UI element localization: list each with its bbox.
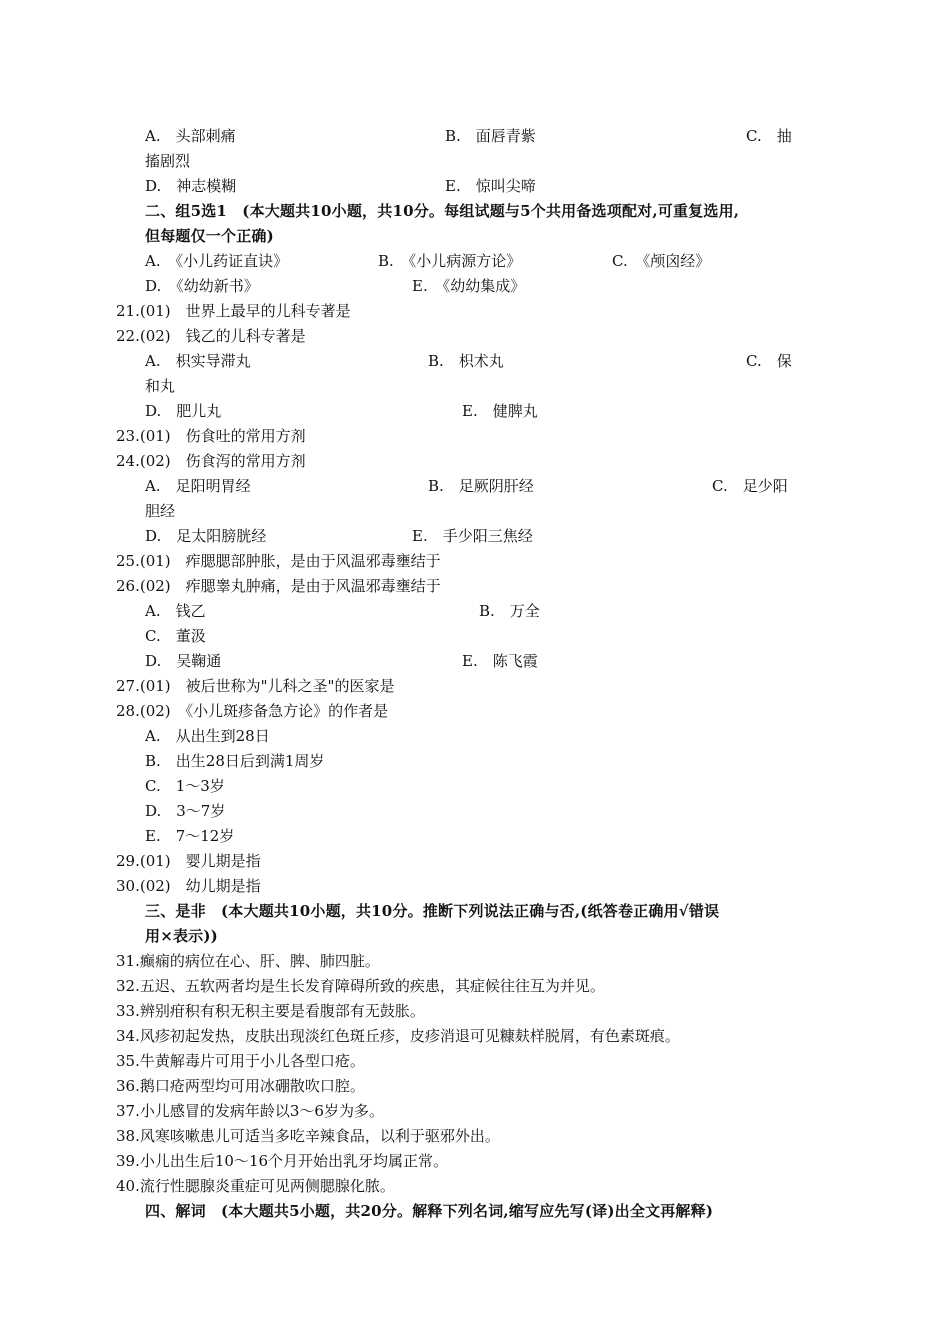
- line-text: 34.风疹初起发热，皮肤出现淡红色斑丘疹，皮疹消退可见糠麸样脱屑，有色素斑痕。: [116, 1027, 680, 1045]
- line-text: C. 抽: [746, 127, 792, 145]
- text-line: [0, 249, 950, 274]
- text-line: [0, 424, 950, 449]
- text-line: [0, 149, 950, 174]
- line-text: 30.(02) 幼儿期是指: [116, 877, 261, 895]
- line-text: 和丸: [145, 377, 176, 395]
- line-text: 搐剧烈: [145, 152, 191, 170]
- text-line: [0, 774, 950, 799]
- text-line: [0, 999, 950, 1024]
- section-heading: [0, 199, 950, 224]
- section-heading: [0, 899, 950, 924]
- line-text: 36.鹅口疮两型均可用冰硼散吹口腔。: [116, 1077, 365, 1095]
- line-text: A. 枳实导滞丸: [145, 352, 251, 370]
- line-text: 二、组5选1 (本大题共10小题，共10分。每组试题与5个共用备选项配对,可重复选用,: [145, 202, 740, 220]
- text-line: [0, 124, 950, 149]
- line-text: E. 7～12岁: [145, 827, 235, 845]
- text-line: [0, 399, 950, 424]
- text-line: [0, 299, 950, 324]
- text-line: [0, 574, 950, 599]
- line-text: 但每题仅一个正确): [145, 227, 274, 245]
- line-text: 40.流行性腮腺炎重症可见两侧腮腺化脓。: [116, 1177, 395, 1195]
- line-text: 四、解词 (本大题共5小题，共20分。解释下列名词,缩写应先写(译)出全文再解释): [145, 1202, 714, 1220]
- line-text: A. 钱乙: [145, 602, 206, 620]
- line-text: E. 陈飞霞: [462, 652, 538, 670]
- line-text: 25.(01) 痄腮腮部肿胀，是由于风温邪毒壅结于: [116, 552, 441, 570]
- line-text: 32.五迟、五软两者均是生长发育障碍所致的疾患，其症候往往互为并见。: [116, 977, 605, 995]
- line-text: B. 枳术丸: [428, 352, 504, 370]
- line-text: D. 吴鞠通: [145, 652, 222, 670]
- text-line: [0, 524, 950, 549]
- text-line: [0, 174, 950, 199]
- line-text: 39.小儿出生后10～16个月开始出乳牙均属正常。: [116, 1152, 449, 1170]
- line-text: 27.(01) 被后世称为"儿科之圣"的医家是: [116, 677, 395, 695]
- line-text: C. 董汲: [145, 627, 206, 645]
- text-line: [0, 374, 950, 399]
- text-line: [0, 1149, 950, 1174]
- line-text: A. 从出生到28日: [145, 727, 270, 745]
- section-heading: [0, 924, 950, 949]
- text-line: [0, 724, 950, 749]
- line-text: D. 3～7岁: [145, 802, 226, 820]
- line-text: C. 1～3岁: [145, 777, 225, 795]
- line-text: 用×表示)): [145, 927, 218, 945]
- line-text: 23.(01) 伤食吐的常用方剂: [116, 427, 306, 445]
- line-text: 38.风寒咳嗽患儿可适当多吃辛辣食品，以利于驱邪外出。: [116, 1127, 500, 1145]
- line-text: C. 保: [746, 352, 792, 370]
- line-text: 35.牛黄解毒片可用于小儿各型口疮。: [116, 1052, 365, 1070]
- text-line: [0, 974, 950, 999]
- text-line: [0, 599, 950, 624]
- line-text: A. 《小儿药证直诀》: [145, 252, 289, 270]
- line-text: D. 足太阳膀胱经: [145, 527, 267, 545]
- line-text: 33.辨别疳积有积无积主要是看腹部有无鼓胀。: [116, 1002, 425, 1020]
- text-line: [0, 274, 950, 299]
- text-line: [0, 449, 950, 474]
- line-text: B. 万全: [479, 602, 540, 620]
- line-text: 26.(02) 痄腮睾丸肿痛，是由于风温邪毒壅结于: [116, 577, 441, 595]
- text-line: [0, 1049, 950, 1074]
- line-text: 29.(01) 婴儿期是指: [116, 852, 261, 870]
- text-line: [0, 874, 950, 899]
- line-text: E. 健脾丸: [462, 402, 538, 420]
- text-line: [0, 1024, 950, 1049]
- text-line: [0, 1174, 950, 1199]
- text-line: [0, 1124, 950, 1149]
- text-line: [0, 674, 950, 699]
- line-text: 21.(01) 世界上最早的儿科专著是: [116, 302, 351, 320]
- line-text: 37.小儿感冒的发病年龄以3～6岁为多。: [116, 1102, 384, 1120]
- line-text: B. 足厥阴肝经: [428, 477, 534, 495]
- section-heading: [0, 224, 950, 249]
- line-text: B. 《小儿病源方论》: [378, 252, 522, 270]
- line-text: B. 面唇青紫: [445, 127, 536, 145]
- line-text: B. 出生28日后到满1周岁: [145, 752, 325, 770]
- line-text: A. 足阳明胃经: [145, 477, 251, 495]
- line-text: E. 《幼幼集成》: [412, 277, 526, 295]
- line-text: C. 足少阳: [712, 477, 788, 495]
- text-line: [0, 849, 950, 874]
- line-text: E. 惊叫尖啼: [445, 177, 536, 195]
- text-line: [0, 549, 950, 574]
- line-text: 22.(02) 钱乙的儿科专著是: [116, 327, 306, 345]
- text-line: [0, 499, 950, 524]
- line-text: 胆经: [145, 502, 176, 520]
- text-line: [0, 349, 950, 374]
- line-text: D. 神志模糊: [145, 177, 237, 195]
- text-line: [0, 649, 950, 674]
- text-line: [0, 699, 950, 724]
- text-line: [0, 824, 950, 849]
- line-text: E. 手少阳三焦经: [412, 527, 533, 545]
- line-text: 28.(02) 《小儿斑疹备急方论》的作者是: [116, 702, 389, 720]
- line-text: 24.(02) 伤食泻的常用方剂: [116, 452, 306, 470]
- text-line: [0, 1074, 950, 1099]
- text-line: [0, 799, 950, 824]
- text-line: [0, 949, 950, 974]
- line-text: D. 肥儿丸: [145, 402, 222, 420]
- line-text: 三、是非 (本大题共10小题，共10分。推断下列说法正确与否,(纸答卷正确用√错误: [145, 902, 720, 920]
- line-text: D. 《幼幼新书》: [145, 277, 259, 295]
- text-line: [0, 749, 950, 774]
- section-heading: [0, 1199, 950, 1224]
- line-text: C. 《颅囟经》: [612, 252, 711, 270]
- text-line: [0, 1099, 950, 1124]
- text-line: [0, 474, 950, 499]
- line-text: 31.癫痫的病位在心、肝、脾、肺四脏。: [116, 952, 380, 970]
- text-line: [0, 624, 950, 649]
- line-text: A. 头部刺痛: [145, 127, 236, 145]
- text-line: [0, 324, 950, 349]
